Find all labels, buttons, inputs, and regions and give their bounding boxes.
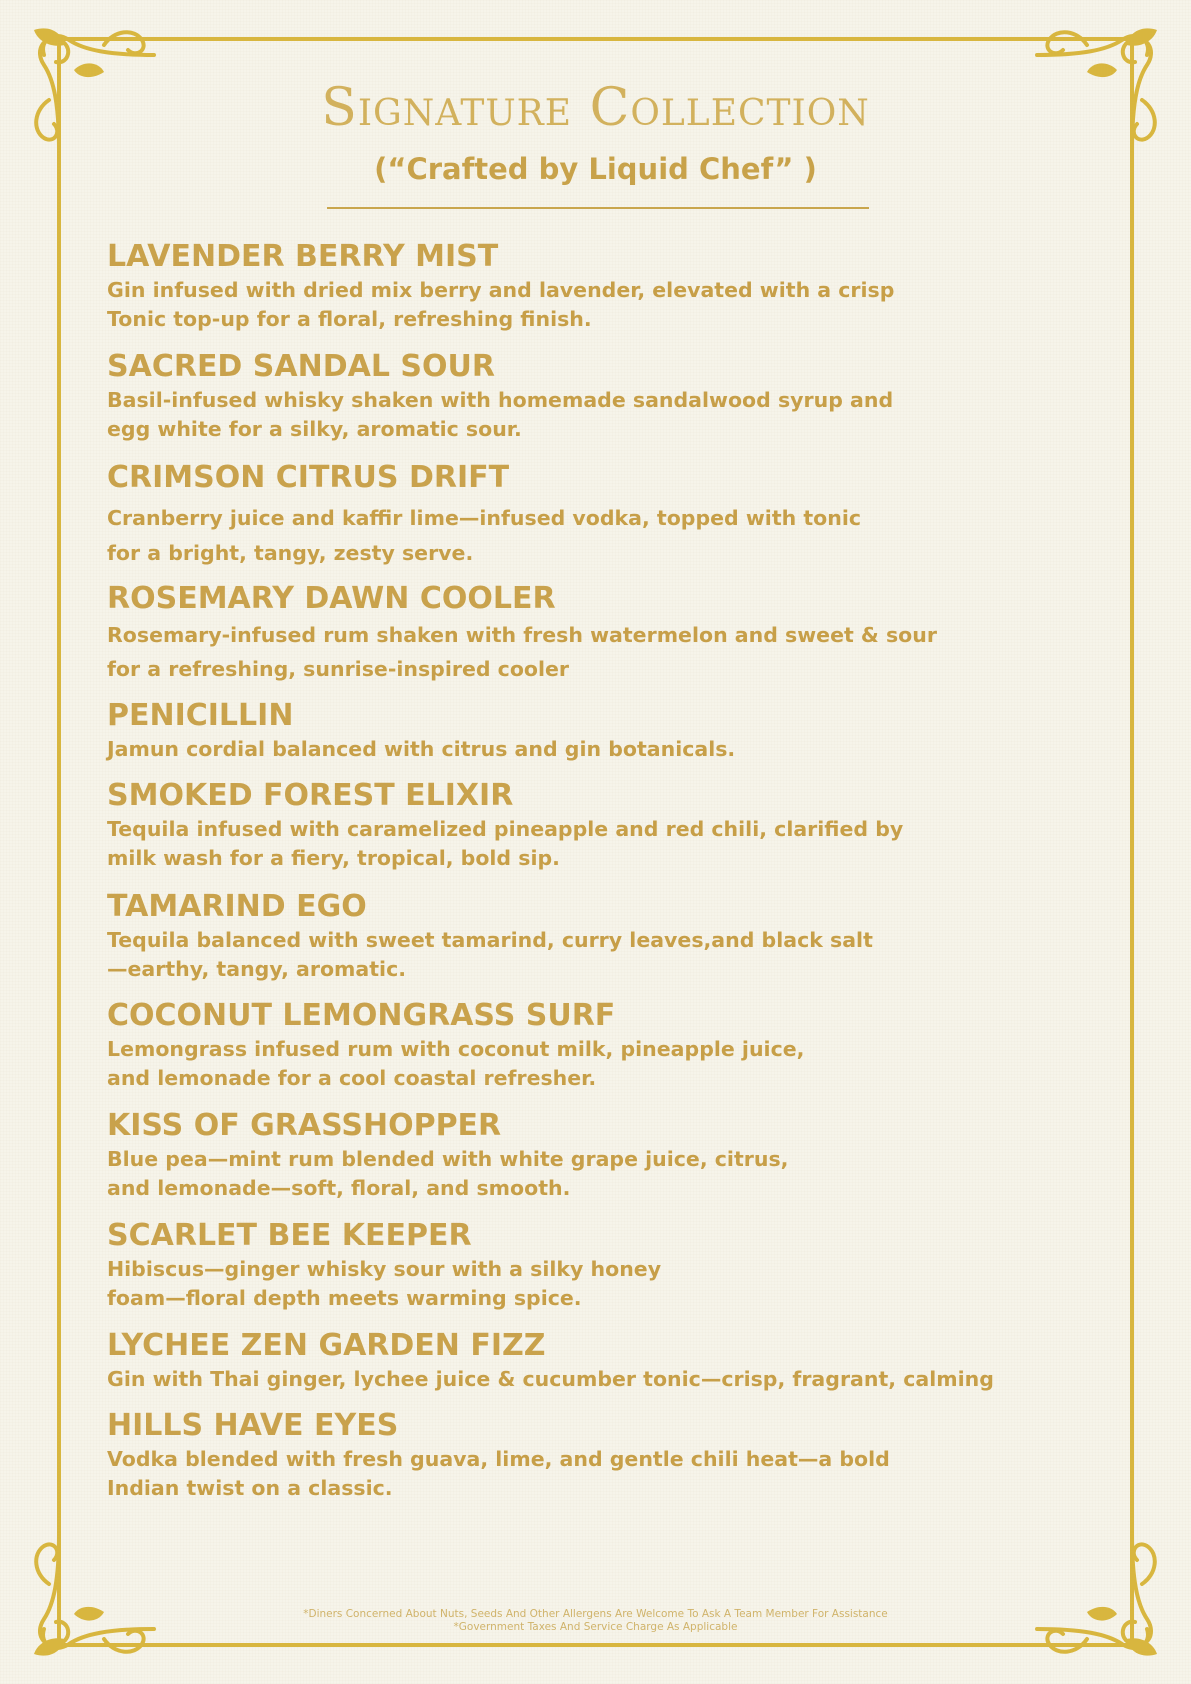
item-description <box>107 926 1007 984</box>
description-line: Tequila infused with caramelized pineapple and red chili, clarified by <box>107 817 904 841</box>
page-title: Signature Collection <box>321 78 870 138</box>
item-description <box>107 1365 1007 1394</box>
description-line: for a refreshing, sunrise-inspired cooler <box>107 657 570 681</box>
item-description <box>107 735 1007 764</box>
flourish-icon <box>1027 1524 1177 1674</box>
item-description <box>107 276 1007 334</box>
menu-item <box>107 240 1007 334</box>
menu-item <box>107 1409 1007 1503</box>
description-line: egg white for a silky, aromatic sour. <box>107 417 522 441</box>
item-name: TAMARIND EGO <box>107 889 367 924</box>
description-line: Gin infused with dried mix berry and lavender, elevated with a crisp <box>107 278 895 302</box>
item-name: HILLS HAVE EYES <box>107 1408 399 1443</box>
description-line: Jamun cordial balanced with citrus and gin botanicals. <box>107 737 736 761</box>
description-line: and lemonade—soft, floral, and smooth. <box>107 1176 571 1200</box>
description-line: Hibiscus—ginger whisky sour with a silky honey <box>107 1257 662 1281</box>
description-line: Tequila balanced with sweet tamarind, curry leaves,and black salt <box>107 928 873 952</box>
item-name: SACRED SANDAL SOUR <box>107 349 495 384</box>
item-description <box>107 386 1007 444</box>
description-line: milk wash for a fiery, tropical, bold sip. <box>107 846 560 870</box>
description-line: Indian twist on a classic. <box>107 1476 393 1500</box>
flourish-icon <box>14 1524 164 1674</box>
item-description <box>107 618 1007 686</box>
menu-item <box>107 1109 1007 1203</box>
allergen-footer <box>0 1608 1191 1634</box>
item-description <box>107 1035 1007 1093</box>
menu-item <box>107 582 1007 686</box>
item-name: LYCHEE ZEN GARDEN FIZZ <box>107 1328 546 1363</box>
menu-item <box>107 779 1007 873</box>
description-line: Blue pea—mint rum blended with white grape juice, citrus, <box>107 1147 789 1171</box>
description-line: foam—floral depth meets warming spice. <box>107 1286 582 1310</box>
item-description <box>107 1445 1007 1503</box>
item-description <box>107 815 1007 873</box>
menu-item <box>107 461 1007 571</box>
item-description <box>107 1255 1007 1313</box>
item-name: KISS OF GRASSHOPPER <box>107 1108 502 1143</box>
item-name: ROSEMARY DAWN COOLER <box>107 581 556 616</box>
description-line: Lemongrass infused rum with coconut milk, pineapple juice, <box>107 1037 805 1061</box>
ornament-corner-bottom-right <box>1027 1524 1177 1674</box>
title-divider <box>327 207 869 209</box>
item-name: LAVENDER BERRY MIST <box>107 239 499 274</box>
item-name: CRIMSON CITRUS DRIFT <box>107 460 510 495</box>
ornament-corner-bottom-left <box>14 1524 164 1674</box>
menu-item <box>107 699 1007 764</box>
menu-item <box>107 999 1007 1093</box>
description-line: for a bright, tangy, zesty serve. <box>107 541 474 565</box>
page-subtitle: (“Crafted by Liquid Chef” ) <box>374 152 817 186</box>
footer-tax-note: *Government Taxes And Service Charge As Applicable <box>453 1621 738 1633</box>
item-description <box>107 1145 1007 1203</box>
menu-item <box>107 1329 1007 1394</box>
item-name: COCONUT LEMONGRASS SURF <box>107 998 616 1033</box>
item-name: PENICILLIN <box>107 698 294 733</box>
menu-item <box>107 890 1007 984</box>
description-line: Cranberry juice and kaffir lime—infused vodka, topped with tonic <box>107 506 862 530</box>
item-description <box>107 501 1007 571</box>
item-name: SMOKED FOREST ELIXIR <box>107 778 514 813</box>
description-line: —earthy, tangy, aromatic. <box>107 957 407 981</box>
description-line: and lemonade for a cool coastal refresher. <box>107 1066 597 1090</box>
item-name: SCARLET BEE KEEPER <box>107 1218 472 1253</box>
menu-item <box>107 350 1007 444</box>
description-line: Rosemary-infused rum shaken with fresh watermelon and sweet & sour <box>107 623 937 647</box>
description-line: Tonic top-up for a floral, refreshing finish. <box>107 307 592 331</box>
footer-allergen-note: *Diners Concerned About Nuts, Seeds And Other Allergens Are Welcome To Ask A Team Member For Assistance <box>303 1608 888 1620</box>
description-line: Vodka blended with fresh guava, lime, and gentle chili heat—a bold <box>107 1447 890 1471</box>
menu-item <box>107 1219 1007 1313</box>
description-line: Gin with Thai ginger, lychee juice & cucumber tonic—crisp, fragrant, calming <box>107 1367 994 1391</box>
description-line: Basil-infused whisky shaken with homemade sandalwood syrup and <box>107 388 894 412</box>
